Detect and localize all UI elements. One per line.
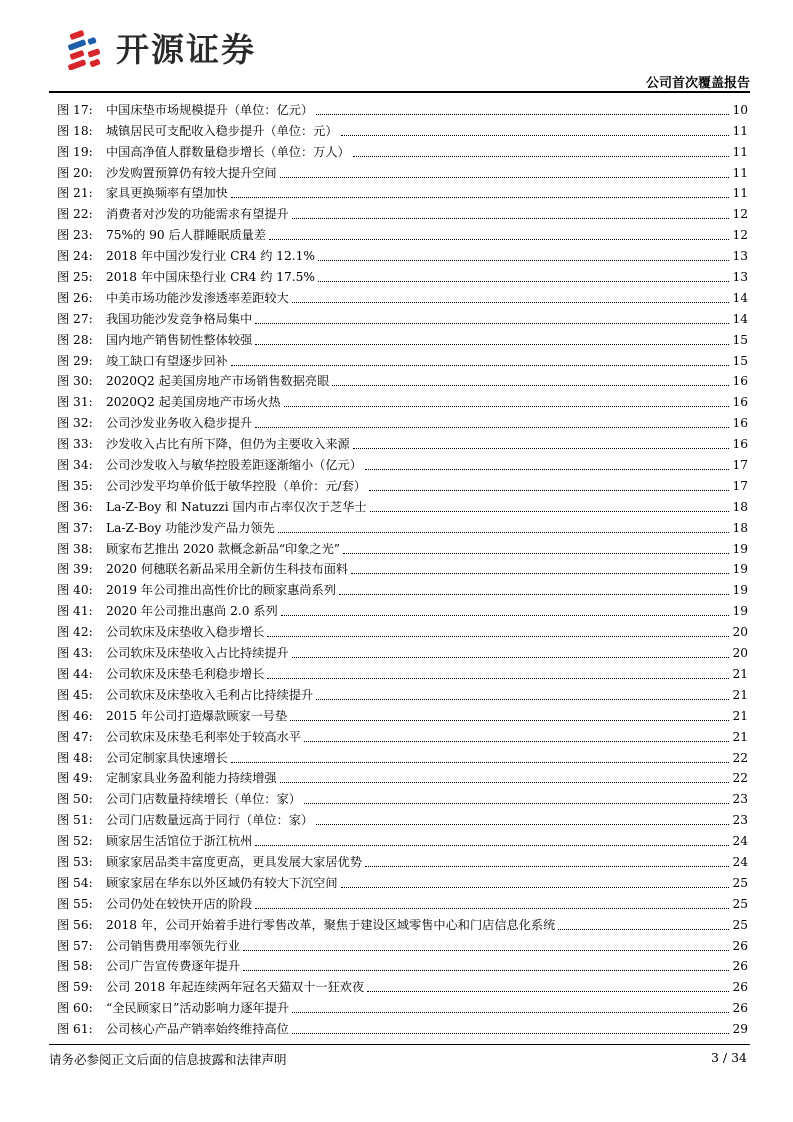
kaiyuan-logo-icon — [66, 30, 106, 70]
dot-leader — [370, 511, 730, 512]
toc-entry[interactable] — [49, 160, 750, 181]
dot-leader — [280, 177, 730, 178]
figure-number: 图 18: — [57, 123, 93, 138]
figure-title: 2020 年公司推出惠尚 2.0 系列 — [106, 604, 278, 619]
toc-entry[interactable] — [49, 682, 750, 703]
figure-number: 图 17: — [57, 102, 93, 117]
toc-entry[interactable] — [49, 243, 750, 264]
figure-number: 图 49: — [57, 771, 93, 786]
dot-leader — [369, 490, 729, 491]
figure-number: 图 28: — [57, 332, 93, 347]
figure-page-number: 25 — [732, 875, 748, 890]
toc-entry[interactable] — [49, 974, 750, 995]
figure-title: 顾家家居品类丰富度更高，更具发展大家居优势 — [106, 854, 362, 869]
toc-entry[interactable] — [49, 536, 750, 557]
dot-leader — [290, 720, 729, 721]
figure-number: 图 36: — [57, 499, 93, 514]
toc-entry[interactable] — [49, 640, 750, 661]
figure-page-number: 20 — [732, 625, 748, 640]
dot-leader — [318, 281, 729, 282]
figure-page-number: 16 — [732, 395, 748, 410]
figure-title: La-Z-Boy 功能沙发产品力领先 — [106, 520, 275, 535]
dot-leader — [284, 406, 730, 407]
figure-number: 图 26: — [57, 290, 93, 305]
figure-title: 2019 年公司推出高性价比的顾家惠尚系列 — [106, 583, 336, 598]
figure-title: 2018 年，公司开始着手进行零售改革，聚焦于建设区域零售中心和门店信息化系统 — [106, 917, 556, 932]
figure-number: 图 57: — [57, 938, 93, 953]
toc-entry[interactable] — [49, 452, 750, 473]
dot-leader — [365, 866, 730, 867]
figure-title: 顾家布艺推出 2020 款概念新品“印象之光” — [106, 541, 341, 556]
figure-page-number: 19 — [732, 541, 748, 556]
figure-page-number: 21 — [732, 687, 748, 702]
dot-leader — [367, 991, 729, 992]
figure-number: 图 61: — [57, 1022, 93, 1037]
toc-entry[interactable] — [49, 786, 750, 807]
figure-page-number: 22 — [732, 771, 748, 786]
figure-page-number: 15 — [732, 353, 748, 368]
figure-page-number: 11 — [732, 165, 748, 180]
figure-number: 图 54: — [57, 875, 93, 890]
dot-leader — [351, 573, 729, 574]
figure-page-number: 15 — [732, 332, 748, 347]
toc-entry[interactable] — [49, 703, 750, 724]
figure-title: 城镇居民可支配收入稳步提升（单位：元） — [106, 123, 338, 138]
figure-page-number: 12 — [732, 207, 748, 222]
toc-entry[interactable] — [49, 264, 750, 285]
dot-leader — [292, 657, 730, 658]
dot-leader — [267, 636, 729, 637]
figure-number: 图 38: — [57, 541, 93, 556]
figure-title: 中国床垫市场规模提升（单位：亿元） — [106, 102, 314, 117]
figure-title: 公司软床及床垫收入毛利占比持续提升 — [106, 687, 314, 702]
figure-title: 我国功能沙发竞争格局集中 — [106, 311, 253, 326]
toc-entry[interactable] — [49, 828, 750, 849]
toc-entry[interactable] — [49, 494, 750, 515]
figure-number: 图 33: — [57, 437, 93, 452]
toc-entry[interactable] — [49, 870, 750, 891]
toc-entry[interactable] — [49, 557, 750, 578]
dot-leader — [278, 532, 730, 533]
figure-number: 图 39: — [57, 562, 93, 577]
toc-entry[interactable] — [49, 222, 750, 243]
figure-page-number: 22 — [732, 750, 748, 765]
figure-number: 图 41: — [57, 604, 93, 619]
figure-title: 2020Q2 起美国房地产市场火热 — [106, 395, 281, 410]
figure-page-number: 14 — [732, 290, 748, 305]
dot-leader — [292, 1012, 729, 1013]
dot-leader — [332, 385, 729, 386]
toc-entry[interactable] — [49, 954, 750, 975]
toc-entry[interactable] — [49, 577, 750, 598]
figure-number: 图 29: — [57, 353, 93, 368]
figure-page-number: 16 — [732, 374, 748, 389]
dot-leader — [231, 197, 730, 198]
dot-leader — [255, 427, 729, 428]
dot-leader — [292, 1033, 730, 1034]
toc-entry[interactable] — [49, 933, 750, 954]
dot-leader — [269, 239, 729, 240]
figure-page-number: 23 — [732, 813, 748, 828]
toc-entry[interactable] — [49, 619, 750, 640]
figure-number: 图 32: — [57, 416, 93, 431]
figure-page-number: 12 — [732, 228, 748, 243]
figure-page-number: 26 — [732, 959, 748, 974]
dot-leader — [316, 824, 729, 825]
figure-page-number: 21 — [732, 666, 748, 681]
toc-entry[interactable] — [49, 327, 750, 348]
figure-page-number: 10 — [732, 102, 748, 117]
figure-number: 图 59: — [57, 980, 93, 995]
figure-title: 公司门店数量远高于同行（单位：家） — [106, 813, 314, 828]
toc-entry[interactable] — [49, 139, 750, 160]
dot-leader — [341, 135, 730, 136]
figure-list — [49, 97, 750, 1037]
figure-title: 公司门店数量持续增长（单位：家） — [106, 792, 301, 807]
figure-page-number: 11 — [732, 144, 748, 159]
figure-title: 公司软床及床垫毛利率处于较高水平 — [106, 729, 301, 744]
figure-number: 图 42: — [57, 625, 93, 640]
figure-number: 图 51: — [57, 813, 93, 828]
figure-number: 图 52: — [57, 834, 93, 849]
figure-title: 公司沙发平均单价低于敏华控股（单价：元/套） — [106, 478, 367, 493]
dot-leader — [292, 302, 730, 303]
figure-number: 图 20: — [57, 165, 93, 180]
dot-leader — [255, 908, 729, 909]
figure-number: 图 56: — [57, 917, 93, 932]
figure-page-number: 19 — [732, 562, 748, 577]
toc-entry[interactable] — [49, 1016, 750, 1037]
dot-leader — [255, 344, 729, 345]
toc-entry[interactable] — [49, 745, 750, 766]
figure-page-number: 16 — [732, 437, 748, 452]
dot-leader — [292, 218, 730, 219]
figure-number: 图 58: — [57, 959, 93, 974]
toc-entry[interactable] — [49, 995, 750, 1016]
figure-number: 图 37: — [57, 520, 93, 535]
figure-page-number: 17 — [732, 458, 748, 473]
dot-leader — [341, 887, 730, 888]
figure-page-number: 13 — [732, 249, 748, 264]
figure-number: 图 34: — [57, 458, 93, 473]
figure-title: 公司仍处在较快开店的阶段 — [106, 896, 253, 911]
dot-leader — [316, 114, 729, 115]
figure-page-number: 23 — [732, 792, 748, 807]
figure-page-number: 18 — [732, 520, 748, 535]
figure-page-number: 21 — [732, 729, 748, 744]
figure-page-number: 25 — [732, 917, 748, 932]
header-divider — [49, 91, 750, 93]
figure-number: 图 45: — [57, 687, 93, 702]
toc-entry[interactable] — [49, 431, 750, 452]
figure-number: 图 30: — [57, 374, 93, 389]
figure-number: 图 35: — [57, 478, 93, 493]
figure-page-number: 16 — [732, 416, 748, 431]
figure-number: 图 48: — [57, 750, 93, 765]
toc-entry[interactable] — [49, 766, 750, 787]
figure-title: 中国高净值人群数量稳步增长（单位：万人） — [106, 144, 350, 159]
figure-number: 图 31: — [57, 395, 93, 410]
figure-page-number: 14 — [732, 311, 748, 326]
figure-title: 2020Q2 起美国房地产市场销售数据亮眼 — [106, 374, 330, 389]
figure-number: 图 47: — [57, 729, 93, 744]
figure-number: 图 50: — [57, 792, 93, 807]
dot-leader — [353, 156, 730, 157]
toc-entry[interactable] — [49, 285, 750, 306]
dot-leader — [231, 365, 730, 366]
figure-title: 公司核心产品产销率始终维持高位 — [106, 1022, 289, 1037]
figure-number: 图 60: — [57, 1001, 93, 1016]
toc-entry[interactable] — [49, 724, 750, 745]
toc-entry[interactable] — [49, 515, 750, 536]
dot-leader — [281, 615, 730, 616]
figure-number: 图 24: — [57, 249, 93, 264]
figure-title: 公司 2018 年起连续两年冠名天猫双十一狂欢夜 — [106, 980, 365, 995]
toc-entry[interactable] — [49, 369, 750, 390]
page-number: 3 / 34 — [710, 1050, 747, 1065]
figure-title: 顾家居生活馆位于浙江杭州 — [106, 834, 253, 849]
figure-title: 2018 年中国沙发行业 CR4 约 12.1% — [106, 249, 315, 264]
figure-title: 公司沙发收入与敏华控股差距逐渐缩小（亿元） — [106, 458, 362, 473]
figure-title: 公司软床及床垫收入占比持续提升 — [106, 646, 289, 661]
figure-number: 图 44: — [57, 666, 93, 681]
figure-title: 顾家家居在华东以外区域仍有较大下沉空间 — [106, 875, 338, 890]
dot-leader — [343, 553, 729, 554]
dot-leader — [304, 803, 729, 804]
figure-title: 定制家具业务盈利能力持续增强 — [106, 771, 277, 786]
footer-divider — [49, 1044, 750, 1045]
figure-title: 沙发购置预算仍有较大提升空间 — [106, 165, 277, 180]
toc-entry[interactable] — [49, 348, 750, 369]
toc-entry[interactable] — [49, 118, 750, 139]
dot-leader — [231, 762, 730, 763]
dot-leader — [255, 845, 729, 846]
figure-title: 沙发收入占比有所下降，但仍为主要收入来源 — [106, 437, 350, 452]
figure-page-number: 29 — [732, 1022, 748, 1037]
figure-page-number: 13 — [732, 270, 748, 285]
figure-number: 图 55: — [57, 896, 93, 911]
figure-number: 图 27: — [57, 311, 93, 326]
dot-leader — [243, 970, 729, 971]
figure-title: 公司沙发业务收入稳步提升 — [106, 416, 253, 431]
figure-title: 公司广告宣传费逐年提升 — [106, 959, 241, 974]
figure-title: La-Z-Boy 和 Natuzzi 国内市占率仅次于芝华士 — [106, 499, 367, 514]
figure-page-number: 17 — [732, 478, 748, 493]
toc-entry[interactable] — [49, 912, 750, 933]
footer-disclaimer: 请务必参阅正文后面的信息披露和法律声明 — [49, 1052, 287, 1067]
figure-title: 2015 年公司打造爆款顾家一号垫 — [106, 708, 288, 723]
figure-title: 2020 何穗联名新品采用全新仿生科技布面料 — [106, 562, 349, 577]
toc-entry[interactable] — [49, 201, 750, 222]
figure-page-number: 11 — [732, 186, 748, 201]
figure-page-number: 20 — [732, 646, 748, 661]
figure-page-number: 24 — [732, 834, 748, 849]
figure-title: 2018 年中国床垫行业 CR4 约 17.5% — [106, 270, 315, 285]
report-type-label: 公司首次覆盖报告 — [645, 76, 750, 91]
toc-entry[interactable] — [49, 181, 750, 202]
figure-number: 图 19: — [57, 144, 93, 159]
toc-entry[interactable] — [49, 849, 750, 870]
figure-page-number: 11 — [732, 123, 748, 138]
figure-number: 图 53: — [57, 854, 93, 869]
dot-leader — [243, 950, 729, 951]
toc-entry[interactable] — [49, 97, 750, 118]
figure-number: 图 40: — [57, 583, 93, 598]
toc-entry[interactable] — [49, 389, 750, 410]
figure-title: 竣工缺口有望逐步回补 — [106, 353, 228, 368]
dot-leader — [255, 323, 729, 324]
figure-page-number: 26 — [732, 980, 748, 995]
figure-page-number: 19 — [732, 604, 748, 619]
toc-entry[interactable] — [49, 598, 750, 619]
figure-number: 图 22: — [57, 207, 93, 222]
dot-leader — [558, 929, 729, 930]
figure-number: 图 43: — [57, 646, 93, 661]
dot-leader — [280, 782, 730, 783]
toc-entry[interactable] — [49, 410, 750, 431]
figure-page-number: 18 — [732, 499, 748, 514]
dot-leader — [339, 594, 730, 595]
figure-title: 消费者对沙发的功能需求有望提升 — [106, 207, 289, 222]
figure-page-number: 19 — [732, 583, 748, 598]
figure-title: 75%的 90 后人群睡眠质量差 — [106, 228, 267, 243]
toc-entry[interactable] — [49, 891, 750, 912]
toc-entry[interactable] — [49, 807, 750, 828]
figure-title: 公司软床及床垫收入稳步增长 — [106, 625, 265, 640]
figure-title: 公司销售费用率领先行业 — [106, 938, 241, 953]
figure-page-number: 25 — [732, 896, 748, 911]
dot-leader — [304, 741, 729, 742]
figure-page-number: 26 — [732, 938, 748, 953]
figure-title: 中美市场功能沙发渗透率差距较大 — [106, 290, 289, 305]
dot-leader — [318, 260, 729, 261]
dot-leader — [365, 469, 730, 470]
toc-entry[interactable] — [49, 661, 750, 682]
toc-entry[interactable] — [49, 473, 750, 494]
figure-title: “全民顾家日”活动影响力逐年提升 — [106, 1001, 290, 1016]
figure-number: 图 25: — [57, 270, 93, 285]
figure-page-number: 24 — [732, 854, 748, 869]
figure-title: 公司软床及床垫毛利稳步增长 — [106, 666, 265, 681]
figure-title: 家具更换频率有望加快 — [106, 186, 228, 201]
figure-page-number: 21 — [732, 708, 748, 723]
dot-leader — [353, 448, 730, 449]
figure-number: 图 21: — [57, 186, 93, 201]
figure-number: 图 46: — [57, 708, 93, 723]
figure-page-number: 26 — [732, 1001, 748, 1016]
figure-number: 图 23: — [57, 228, 93, 243]
dot-leader — [267, 678, 729, 679]
brand-name: 开源证券 — [116, 30, 256, 69]
figure-title: 国内地产销售韧性整体较强 — [106, 332, 253, 347]
toc-entry[interactable] — [49, 306, 750, 327]
figure-title: 公司定制家具快速增长 — [106, 750, 228, 765]
dot-leader — [316, 699, 729, 700]
